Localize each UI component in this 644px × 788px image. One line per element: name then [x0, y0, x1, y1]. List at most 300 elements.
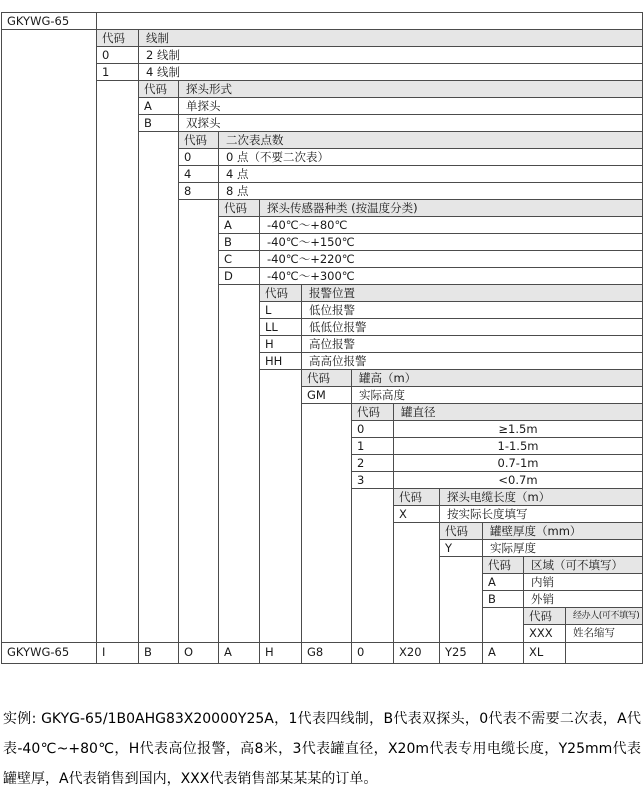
column-spacer	[2, 370, 97, 387]
column-spacer	[260, 523, 302, 540]
desc-cell: 高位报警	[302, 336, 642, 353]
column-spacer	[440, 608, 483, 625]
table-row	[2, 353, 642, 370]
column-spacer	[97, 336, 139, 353]
code-cell: XXX	[524, 625, 566, 642]
table-row	[2, 472, 642, 489]
desc-cell: 高高位报警	[302, 353, 642, 370]
column-spacer	[179, 489, 219, 506]
table-row	[2, 166, 642, 183]
column-spacer	[219, 455, 260, 472]
table-row	[2, 625, 642, 642]
column-spacer	[97, 387, 139, 404]
column-spacer	[219, 489, 260, 506]
desc-cell: 单探头	[179, 98, 642, 115]
column-spacer	[139, 183, 179, 200]
column-spacer	[139, 455, 179, 472]
code-cell: 4	[179, 166, 219, 183]
column-spacer	[219, 438, 260, 455]
column-spacer	[2, 472, 97, 489]
column-spacer	[302, 608, 352, 625]
column-spacer	[179, 421, 219, 438]
column-spacer	[394, 591, 440, 608]
column-spacer	[139, 353, 179, 370]
column-spacer	[2, 336, 97, 353]
code-header-cell: 代码	[219, 200, 260, 217]
column-spacer	[2, 302, 97, 319]
column-spacer	[179, 251, 219, 268]
column-spacer	[179, 625, 219, 642]
column-spacer	[139, 370, 179, 387]
column-spacer	[179, 455, 219, 472]
column-spacer	[97, 81, 139, 98]
table-row	[2, 115, 642, 132]
column-spacer	[260, 489, 302, 506]
column-spacer	[302, 421, 352, 438]
column-spacer	[440, 591, 483, 608]
column-spacer	[440, 574, 483, 591]
level-header-row	[2, 404, 642, 421]
desc-cell: 4 线制	[139, 64, 642, 81]
column-spacer	[440, 625, 483, 642]
column-spacer	[2, 217, 97, 234]
example-cell: A	[219, 643, 260, 663]
column-spacer	[2, 353, 97, 370]
column-spacer	[260, 421, 302, 438]
level-header-row	[2, 30, 642, 47]
code-header-cell: 代码	[352, 404, 394, 421]
column-spacer	[139, 336, 179, 353]
level-title-cell: 报警位置	[302, 285, 642, 302]
column-spacer	[179, 370, 219, 387]
desc-cell: 0.7-1m	[394, 455, 642, 472]
example-note: 实例: GKYG-65/1B0AHG83X20000Y25A，1代表四线制，B代表双探头，0代表不需要二次表，A代表-40℃~+80℃，H代表高位报警，高8米，3代表罐直径，X20m代表专用电缆长度，Y25mm代表罐壁厚，A代表销售到国内，XXX代表销售部某某某的订单。	[3, 711, 641, 787]
column-spacer	[139, 302, 179, 319]
column-spacer	[260, 557, 302, 574]
level-header-row	[2, 200, 642, 217]
column-spacer	[219, 285, 260, 302]
column-spacer	[219, 608, 260, 625]
table-row	[2, 268, 642, 285]
table-row-model	[2, 13, 642, 30]
code-cell: B	[139, 115, 179, 132]
code-cell: L	[260, 302, 302, 319]
column-spacer	[179, 217, 219, 234]
desc-cell: 姓名缩写	[573, 627, 615, 639]
column-spacer	[179, 472, 219, 489]
column-spacer	[394, 608, 440, 625]
desc-cell: 4 点	[219, 166, 642, 183]
column-spacer	[2, 608, 97, 625]
column-spacer	[260, 438, 302, 455]
column-spacer	[394, 523, 440, 540]
column-spacer	[2, 319, 97, 336]
column-spacer	[139, 608, 179, 625]
column-spacer	[97, 591, 139, 608]
table-row	[2, 421, 642, 438]
desc-cell: 按实际长度填写	[440, 506, 642, 523]
level-header-row	[2, 557, 642, 574]
level-title-cell: 探头形式	[179, 81, 642, 98]
example-cell: B	[139, 643, 179, 663]
column-spacer	[219, 625, 260, 642]
column-spacer	[97, 421, 139, 438]
column-spacer	[97, 557, 139, 574]
column-spacer	[219, 540, 260, 557]
column-spacer	[139, 540, 179, 557]
column-spacer	[352, 608, 394, 625]
column-spacer	[2, 115, 97, 132]
column-spacer	[179, 319, 219, 336]
code-cell: D	[219, 268, 260, 285]
column-spacer	[2, 81, 97, 98]
desc-cell: 实际高度	[352, 387, 642, 404]
desc-cell: ≥1.5m	[394, 421, 642, 438]
column-spacer	[97, 608, 139, 625]
column-spacer	[483, 608, 524, 625]
level-title-cell: 探头电缆长度（m）	[440, 489, 642, 506]
column-spacer	[260, 506, 302, 523]
column-spacer	[97, 234, 139, 251]
column-spacer	[2, 387, 97, 404]
column-spacer	[302, 523, 352, 540]
column-spacer	[139, 149, 179, 166]
desc-cell: 低位报警	[302, 302, 642, 319]
column-spacer	[302, 625, 352, 642]
column-spacer	[2, 489, 97, 506]
example-cell: G8	[302, 643, 352, 663]
desc-cell: 8 点	[219, 183, 642, 200]
example-cell: X20	[394, 643, 440, 663]
level-header-row	[2, 370, 642, 387]
code-header-cell: 代码	[440, 523, 483, 540]
column-spacer	[2, 200, 97, 217]
level-title-cell: 区域（可不填写）	[524, 557, 642, 574]
column-spacer	[139, 217, 179, 234]
code-cell: 0	[352, 421, 394, 438]
column-spacer	[394, 625, 440, 642]
code-cell: X	[394, 506, 440, 523]
column-spacer	[2, 166, 97, 183]
column-spacer	[97, 285, 139, 302]
column-spacer	[219, 336, 260, 353]
level-header-row	[2, 489, 642, 506]
column-spacer	[179, 557, 219, 574]
example-cell: A	[483, 643, 524, 663]
column-spacer	[2, 285, 97, 302]
column-spacer	[260, 591, 302, 608]
code-cell: Y	[440, 540, 483, 557]
table-row	[2, 98, 642, 115]
column-spacer	[179, 200, 219, 217]
code-cell: 1	[97, 64, 139, 81]
table-row	[2, 540, 642, 557]
code-cell: H	[260, 336, 302, 353]
code-cell: B	[483, 591, 524, 608]
column-spacer	[352, 591, 394, 608]
column-spacer	[302, 506, 352, 523]
column-spacer	[179, 591, 219, 608]
column-spacer	[352, 557, 394, 574]
column-spacer	[97, 217, 139, 234]
column-spacer	[139, 268, 179, 285]
column-spacer	[260, 540, 302, 557]
table-row	[2, 574, 642, 591]
column-spacer	[394, 557, 440, 574]
code-cell: A	[483, 574, 524, 591]
column-spacer	[139, 625, 179, 642]
code-cell: 0	[97, 47, 139, 64]
table-row	[2, 47, 642, 64]
column-spacer	[139, 251, 179, 268]
code-cell: B	[219, 234, 260, 251]
column-spacer	[2, 132, 97, 149]
column-spacer	[179, 523, 219, 540]
column-spacer	[139, 557, 179, 574]
desc-cell: -40℃～+150℃	[260, 234, 642, 251]
level-title-cell: 罐壁厚度（mm）	[483, 523, 642, 540]
column-spacer	[139, 319, 179, 336]
column-spacer	[97, 489, 139, 506]
code-cell: A	[139, 98, 179, 115]
code-header-cell: 代码	[302, 370, 352, 387]
code-header-cell: 代码	[179, 132, 219, 149]
column-spacer	[302, 489, 352, 506]
column-spacer	[97, 438, 139, 455]
column-spacer	[219, 421, 260, 438]
column-spacer	[179, 268, 219, 285]
column-spacer	[219, 353, 260, 370]
example-cell: Y25	[440, 643, 483, 663]
column-spacer	[302, 591, 352, 608]
column-spacer	[179, 353, 219, 370]
example-cell: O	[179, 643, 219, 663]
model-selection-table	[1, 12, 643, 664]
column-spacer	[2, 234, 97, 251]
code-header-cell: 代码	[524, 608, 566, 625]
code-cell: 8	[179, 183, 219, 200]
column-spacer	[302, 472, 352, 489]
column-spacer	[97, 98, 139, 115]
table-row	[2, 183, 642, 200]
code-cell: A	[219, 217, 260, 234]
column-spacer	[2, 421, 97, 438]
column-spacer	[97, 455, 139, 472]
column-spacer	[97, 523, 139, 540]
desc-cell: 1-1.5m	[394, 438, 642, 455]
column-spacer	[2, 47, 97, 64]
column-spacer	[2, 64, 97, 81]
column-spacer	[139, 506, 179, 523]
column-spacer	[97, 370, 139, 387]
column-spacer	[2, 557, 97, 574]
column-spacer	[302, 455, 352, 472]
column-spacer	[139, 200, 179, 217]
column-spacer	[179, 438, 219, 455]
column-spacer	[179, 540, 219, 557]
desc-cell: 2 线制	[139, 47, 642, 64]
column-spacer	[97, 319, 139, 336]
column-spacer	[219, 523, 260, 540]
example-cell: H	[260, 643, 302, 663]
table-row	[2, 455, 642, 472]
column-spacer	[302, 557, 352, 574]
desc-cell: -40℃～+80℃	[260, 217, 642, 234]
column-spacer	[179, 608, 219, 625]
column-spacer	[219, 319, 260, 336]
column-spacer	[97, 268, 139, 285]
empty-cell	[97, 13, 642, 30]
column-spacer	[97, 132, 139, 149]
level-header-row	[2, 81, 642, 98]
column-spacer	[219, 387, 260, 404]
column-spacer	[352, 540, 394, 557]
column-spacer	[97, 404, 139, 421]
level-header-row	[2, 608, 642, 625]
desc-cell: -40℃～+220℃	[260, 251, 642, 268]
column-spacer	[260, 404, 302, 421]
column-spacer	[2, 251, 97, 268]
column-spacer	[179, 285, 219, 302]
example-cell: I	[97, 643, 139, 663]
code-cell: LL	[260, 319, 302, 336]
example-cell: XL	[524, 643, 566, 663]
code-cell: 1	[352, 438, 394, 455]
code-cell: GM	[302, 387, 352, 404]
table-row	[2, 64, 642, 81]
level-header-row	[2, 285, 642, 302]
column-spacer	[139, 234, 179, 251]
table-row	[2, 149, 642, 166]
column-spacer	[179, 234, 219, 251]
column-spacer	[2, 455, 97, 472]
level-title-cell: 二次表点数	[219, 132, 642, 149]
code-cell: 3	[352, 472, 394, 489]
desc-cell: <0.7m	[394, 472, 642, 489]
table-row	[2, 387, 642, 404]
desc-cell: 内销	[524, 574, 642, 591]
column-spacer	[2, 625, 97, 642]
column-spacer	[139, 387, 179, 404]
column-spacer	[97, 200, 139, 217]
code-cell: 2	[352, 455, 394, 472]
column-spacer	[139, 523, 179, 540]
table-row	[2, 336, 642, 353]
column-spacer	[139, 438, 179, 455]
column-spacer	[2, 30, 97, 47]
column-spacer	[352, 523, 394, 540]
column-spacer	[139, 166, 179, 183]
code-header-cell: 代码	[260, 285, 302, 302]
column-spacer	[179, 387, 219, 404]
column-spacer	[97, 472, 139, 489]
column-spacer	[139, 591, 179, 608]
column-spacer	[97, 115, 139, 132]
column-spacer	[483, 625, 524, 642]
column-spacer	[302, 404, 352, 421]
column-spacer	[260, 625, 302, 642]
column-spacer	[260, 472, 302, 489]
column-spacer	[2, 438, 97, 455]
code-header-cell: 代码	[394, 489, 440, 506]
column-spacer	[97, 506, 139, 523]
table-row	[2, 302, 642, 319]
table-row	[2, 591, 642, 608]
column-spacer	[260, 608, 302, 625]
example-cell: 0	[352, 643, 394, 663]
level-title-cell: 探头传感器种类 (按温度分类)	[260, 200, 642, 217]
level-title-cell: 线制	[139, 30, 642, 47]
column-spacer	[2, 404, 97, 421]
column-spacer	[139, 472, 179, 489]
table-row	[2, 506, 642, 523]
column-spacer	[97, 251, 139, 268]
column-spacer	[179, 506, 219, 523]
table-row	[2, 438, 642, 455]
code-header-cell: 代码	[139, 81, 179, 98]
column-spacer	[179, 302, 219, 319]
example-cell	[566, 643, 642, 663]
code-cell: HH	[260, 353, 302, 370]
column-spacer	[97, 574, 139, 591]
desc-cell: 0 点（不要二次表）	[219, 149, 642, 166]
column-spacer	[394, 540, 440, 557]
level-title-cell: 罐直径	[394, 404, 642, 421]
example-cell: GKYWG-65	[2, 643, 97, 663]
column-spacer	[260, 455, 302, 472]
column-spacer	[139, 421, 179, 438]
level-header-row	[2, 132, 642, 149]
column-spacer	[302, 438, 352, 455]
column-spacer	[97, 183, 139, 200]
column-spacer	[139, 132, 179, 149]
column-spacer	[2, 540, 97, 557]
column-spacer	[219, 404, 260, 421]
column-spacer	[219, 472, 260, 489]
column-spacer	[97, 166, 139, 183]
level-header-row	[2, 523, 642, 540]
column-spacer	[352, 625, 394, 642]
column-spacer	[139, 489, 179, 506]
column-spacer	[352, 489, 394, 506]
table-row	[2, 234, 642, 251]
column-spacer	[260, 370, 302, 387]
column-spacer	[2, 268, 97, 285]
column-spacer	[352, 574, 394, 591]
column-spacer	[2, 591, 97, 608]
level-title-cell: 经办人(可不填写)	[566, 608, 642, 625]
table-row	[2, 217, 642, 234]
column-spacer	[179, 574, 219, 591]
column-spacer	[2, 574, 97, 591]
column-spacer	[97, 149, 139, 166]
code-header-cell: 代码	[97, 30, 139, 47]
desc-cell: 实际厚度	[483, 540, 642, 557]
desc-cell: 外销	[524, 591, 642, 608]
desc-cell: -40℃～+300℃	[260, 268, 642, 285]
code-cell: 0	[179, 149, 219, 166]
example-order-row	[2, 642, 642, 663]
column-spacer	[139, 404, 179, 421]
column-spacer	[2, 523, 97, 540]
column-spacer	[394, 574, 440, 591]
column-spacer	[219, 574, 260, 591]
column-spacer	[97, 353, 139, 370]
column-spacer	[139, 285, 179, 302]
column-spacer	[97, 625, 139, 642]
column-spacer	[302, 540, 352, 557]
column-spacer	[2, 183, 97, 200]
